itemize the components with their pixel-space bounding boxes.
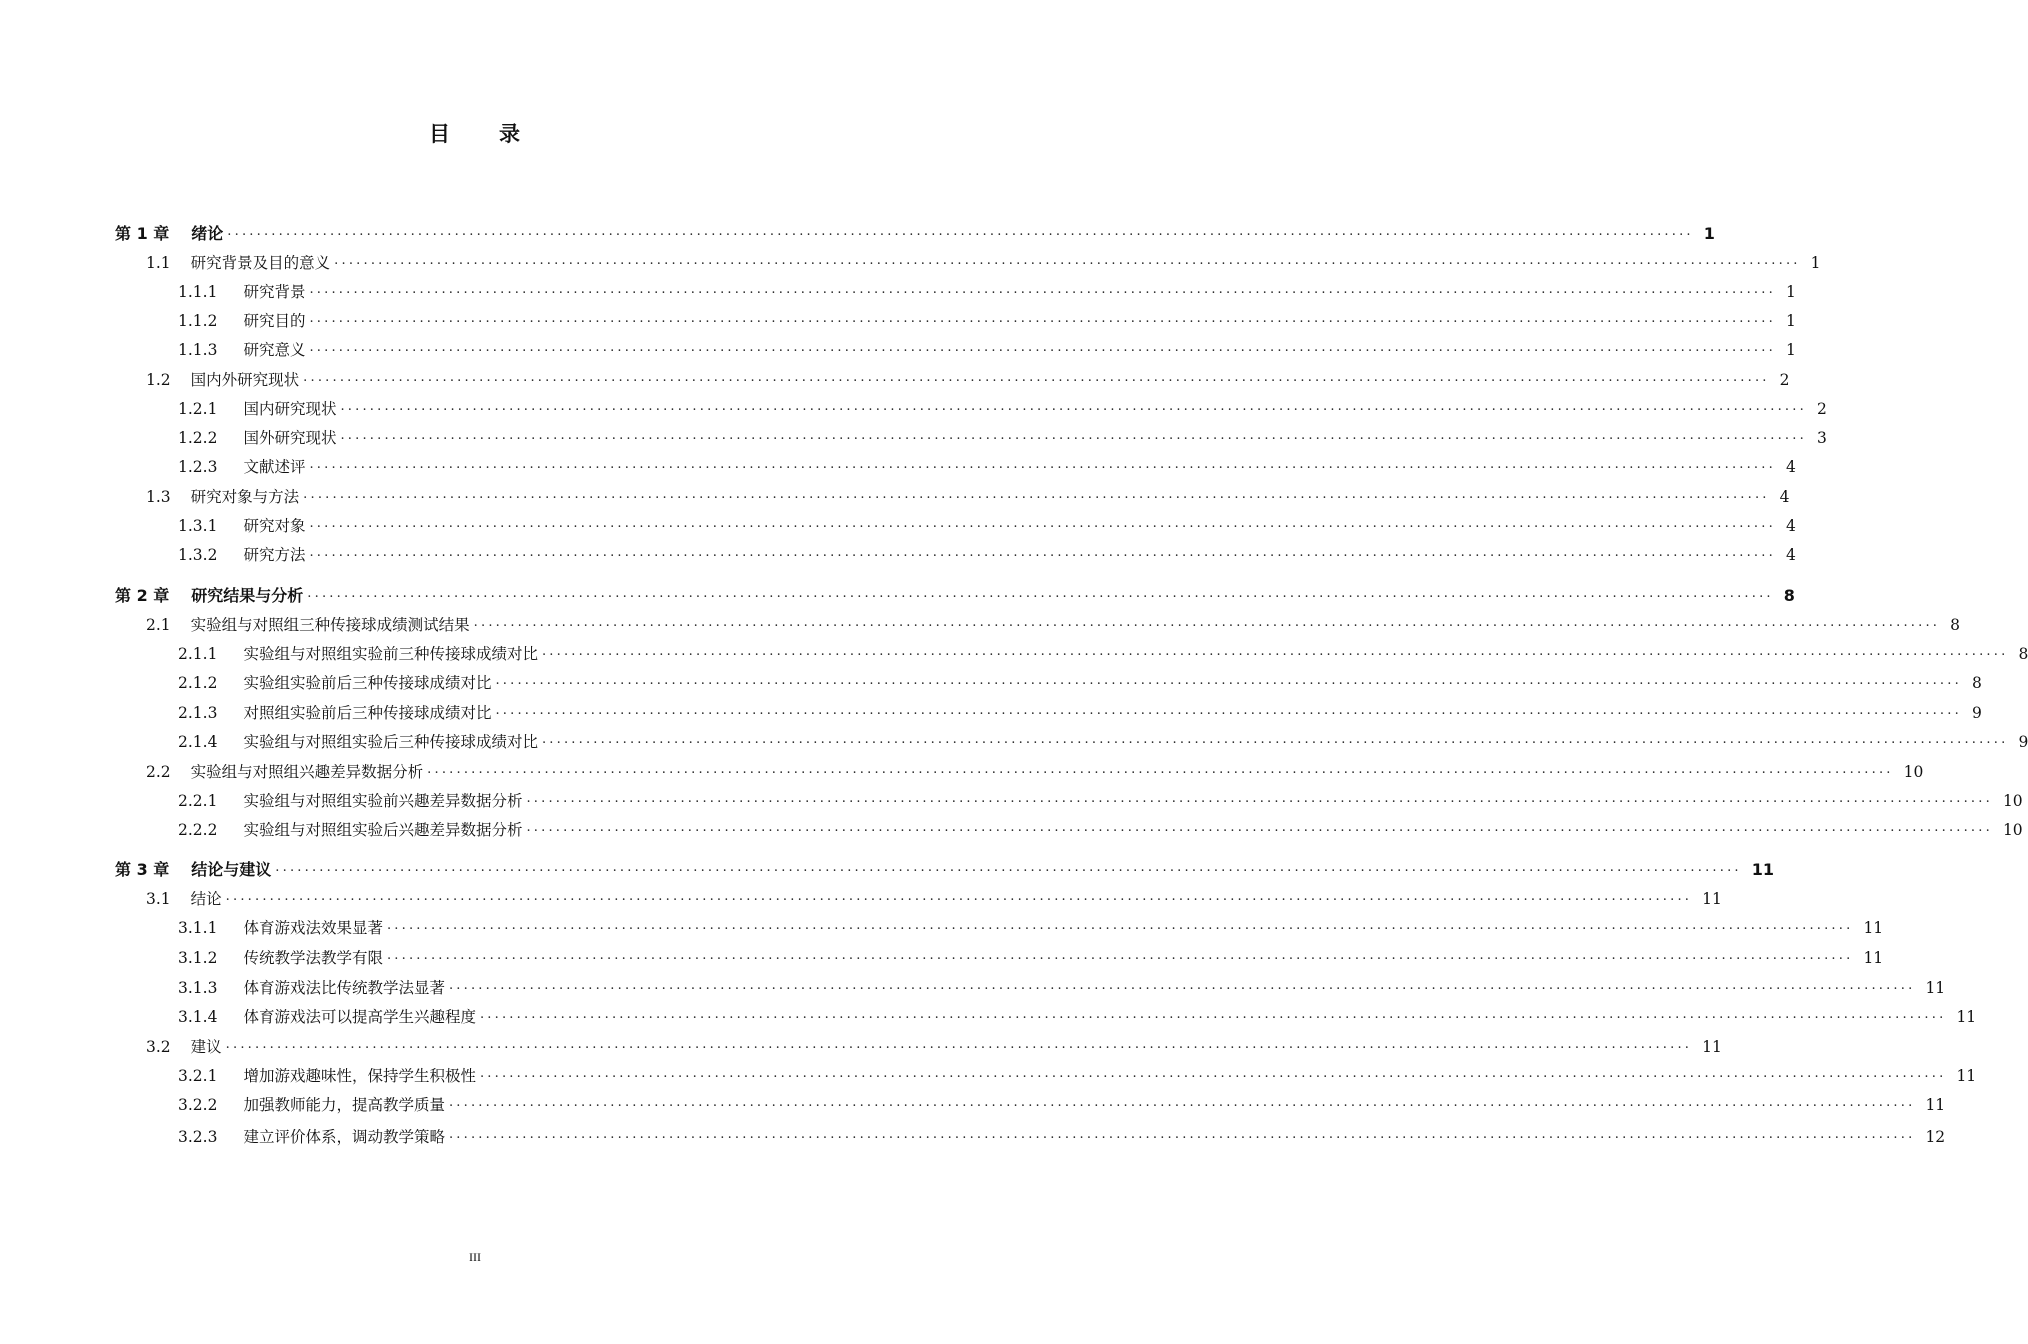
toc-section-row[interactable] <box>0 1033 1722 1057</box>
toc-entry-label: 实验组与对照组三种传接球成绩测试结果 <box>190 616 470 634</box>
toc-chapter-row[interactable] <box>0 856 1775 880</box>
toc-dot-leader: ........................................................................................................................................................................................................ <box>225 889 1693 904</box>
toc-subsection-row[interactable] <box>0 944 1884 968</box>
toc-entry-number: 第 3 章 <box>115 860 170 879</box>
toc-entry-label: 体育游戏法效果显著 <box>243 919 383 937</box>
toc-entry-label: 体育游戏法可以提高学生兴趣程度 <box>243 1008 476 1026</box>
toc-dot-leader: ........................................................................................................................................................................................................ <box>541 644 2009 659</box>
toc-dot-leader: ........................................................................................................................................................................................................ <box>386 918 1854 933</box>
toc-subsection-row[interactable] <box>0 512 1796 536</box>
toc-entry-label: 研究结果与分析 <box>191 586 304 605</box>
toc-dot-leader: ........................................................................................................................................................................................................ <box>309 516 1776 531</box>
toc-entry-page: 8 <box>1783 586 1795 605</box>
toc-entry-number: 2.1.2 <box>178 674 218 692</box>
toc-entry-number: 2.1.1 <box>178 645 218 663</box>
toc-subsection-row[interactable] <box>0 541 1796 565</box>
toc-entry-number: 1.1.3 <box>178 341 218 359</box>
toc-entry-number: 3.1.3 <box>178 979 218 997</box>
toc-dot-leader: ........................................................................................................................................................................................................ <box>334 253 1801 268</box>
toc-dot-leader: ........................................................................................................................................................................................................ <box>495 673 1962 688</box>
toc-entry-number: 1.3.2 <box>178 546 218 564</box>
toc-entry-page: 1 <box>1703 224 1715 243</box>
toc-dot-leader: ........................................................................................................................................................................................................ <box>275 860 1742 875</box>
toc-entry-page: 11 <box>1925 979 1946 997</box>
toc-dot-leader: ........................................................................................................................................................................................................ <box>227 224 1694 239</box>
toc-title-char-1: 目 <box>429 122 451 146</box>
toc-entry-number: 1.2.1 <box>178 400 218 418</box>
toc-chapter-row[interactable] <box>0 582 1795 606</box>
toc-entry-number: 第 1 章 <box>115 224 170 243</box>
toc-entry-page: 3 <box>1816 429 1827 447</box>
toc-entry-number: 2.1 <box>146 616 171 634</box>
toc-section-row[interactable] <box>0 366 1790 390</box>
toc-entry-label: 实验组与对照组兴趣差异数据分析 <box>190 763 424 781</box>
toc-entry-page: 11 <box>1863 949 1884 967</box>
toc-dot-leader: ........................................................................................................................................................................................................ <box>526 791 1993 806</box>
toc-entry-label: 研究对象与方法 <box>190 488 300 506</box>
toc-entry-label: 实验组与对照组实验前三种传接球成绩对比 <box>243 645 538 663</box>
toc-subsection-row[interactable] <box>0 395 1827 419</box>
toc-dot-leader: ........................................................................................................................................................................................................ <box>448 978 1916 993</box>
toc-entry-number: 1.1 <box>146 254 171 272</box>
toc-entry-label: 传统教学法教学有限 <box>243 949 383 967</box>
toc-dot-leader: ........................................................................................................................................................................................................ <box>340 399 1807 414</box>
toc-entry-number: 1.2.3 <box>178 458 218 476</box>
toc-entry-number: 1.1.2 <box>178 312 218 330</box>
toc-subsection-row[interactable] <box>0 699 1982 723</box>
toc-section-row[interactable] <box>0 249 1821 273</box>
toc-entry-number: 2.2.2 <box>178 821 218 839</box>
toc-entry-label: 体育游戏法比传统教学法显著 <box>243 979 445 997</box>
toc-entry-label: 研究意义 <box>243 341 306 359</box>
toc-entry-label: 增加游戏趣味性，保持学生积极性 <box>243 1067 476 1085</box>
toc-entry-number: 3.1.1 <box>178 919 218 937</box>
toc-entry-page: 9 <box>2018 733 2028 751</box>
toc-entry-page: 10 <box>2002 792 2023 810</box>
toc-entry-page: 11 <box>1925 1096 1946 1114</box>
toc-entry-label: 国内外研究现状 <box>190 371 300 389</box>
toc-entry-label: 实验组与对照组实验后三种传接球成绩对比 <box>243 733 538 751</box>
toc-dot-leader: ........................................................................................................................................................................................................ <box>386 948 1854 963</box>
toc-entry-number: 2.1.4 <box>178 733 218 751</box>
toc-subsection-row[interactable] <box>0 1003 1977 1027</box>
toc-subsection-row[interactable] <box>0 816 2023 840</box>
toc-entry-page: 11 <box>1956 1008 1977 1026</box>
toc-subsection-row[interactable] <box>0 728 2028 752</box>
toc-section-row[interactable] <box>0 483 1790 507</box>
toc-subsection-row[interactable] <box>0 1123 1946 1147</box>
toc-subsection-row[interactable] <box>0 1091 1946 1115</box>
toc-entry-number: 3.2.3 <box>178 1128 218 1146</box>
toc-dot-leader: ........................................................................................................................................................................................................ <box>309 282 1776 297</box>
toc-dot-leader: ........................................................................................................................................................................................................ <box>541 732 2009 747</box>
toc-entry-number: 3.2 <box>146 1038 171 1056</box>
toc-entry-page: 11 <box>1863 919 1884 937</box>
toc-dot-leader: ........................................................................................................................................................................................................ <box>307 586 1774 601</box>
toc-entry-page: 1 <box>1785 283 1796 301</box>
toc-dot-leader: ........................................................................................................................................................................................................ <box>526 820 1993 835</box>
toc-subsection-row[interactable] <box>0 787 2023 811</box>
page-number-footer: III <box>469 1250 481 1264</box>
toc-dot-leader: ........................................................................................................................................................................................................ <box>479 1066 1947 1081</box>
toc-entry-page: 11 <box>1702 1038 1722 1056</box>
toc-entry-page: 8 <box>1971 674 1982 692</box>
toc-entry-label: 研究背景 <box>243 283 306 301</box>
toc-entry-label: 研究方法 <box>243 546 306 564</box>
toc-entry-page: 4 <box>1785 517 1796 535</box>
toc-entry-page: 1 <box>1810 254 1821 272</box>
toc-section-row[interactable] <box>0 611 1961 635</box>
toc-subsection-row[interactable] <box>0 914 1884 938</box>
toc-entry-number: 1.3 <box>146 488 171 506</box>
toc-entry-label: 建议 <box>190 1038 222 1056</box>
toc-entry-number: 1.2 <box>146 371 171 389</box>
toc-entry-number: 2.2 <box>146 763 171 781</box>
toc-dot-leader: ........................................................................................................................................................................................................ <box>473 615 1941 630</box>
toc-dot-leader: ........................................................................................................................................................................................................ <box>479 1007 1947 1022</box>
toc-entry-page: 8 <box>2018 645 2028 663</box>
toc-entry-number: 3.1 <box>146 890 171 908</box>
toc-entry-page: 10 <box>2002 821 2023 839</box>
toc-entry-page: 12 <box>1925 1128 1946 1146</box>
toc-entry-label: 结论与建议 <box>191 860 272 879</box>
toc-entry-number: 3.2.1 <box>178 1067 218 1085</box>
toc-chapter-row[interactable] <box>0 220 1715 244</box>
toc-subsection-row[interactable] <box>0 669 1982 693</box>
toc-entry-page: 1 <box>1785 312 1796 330</box>
toc-entry-page: 10 <box>1903 763 1924 781</box>
toc-entry-page: 4 <box>1785 546 1796 564</box>
toc-entry-page: 2 <box>1779 371 1790 389</box>
toc-dot-leader: ........................................................................................................................................................................................................ <box>448 1095 1916 1110</box>
toc-entry-label: 实验组与对照组实验后兴趣差异数据分析 <box>243 821 523 839</box>
toc-entry-label: 建立评价体系，调动教学策略 <box>243 1128 445 1146</box>
toc-section-row[interactable] <box>0 758 1924 782</box>
toc-dot-leader: ........................................................................................................................................................................................................ <box>303 370 1770 385</box>
toc-dot-leader: ........................................................................................................................................................................................................ <box>309 311 1776 326</box>
toc-entry-page: 11 <box>1702 890 1722 908</box>
toc-subsection-row[interactable] <box>0 453 1796 477</box>
toc-section-row[interactable] <box>0 885 1722 909</box>
toc-entry-label: 研究对象 <box>243 517 306 535</box>
toc-title-char-2: 录 <box>499 122 521 146</box>
toc-dot-leader: ........................................................................................................................................................................................................ <box>309 545 1776 560</box>
toc-subsection-row[interactable] <box>0 307 1796 331</box>
toc-subsection-row[interactable] <box>0 336 1796 360</box>
toc-subsection-row[interactable] <box>0 974 1946 998</box>
toc-entry-number: 2.1.3 <box>178 704 218 722</box>
toc-entry-label: 国内研究现状 <box>243 400 337 418</box>
toc-subsection-row[interactable] <box>0 640 2028 664</box>
toc-entry-page: 2 <box>1816 400 1827 418</box>
toc-entry-label: 实验组实验前后三种传接球成绩对比 <box>243 674 492 692</box>
toc-entry-label: 结论 <box>190 890 222 908</box>
toc-dot-leader: ........................................................................................................................................................................................................ <box>303 487 1770 502</box>
toc-entry-number: 第 2 章 <box>115 586 170 605</box>
toc-dot-leader: ........................................................................................................................................................................................................ <box>309 340 1776 355</box>
toc-entry-label: 加强教师能力，提高教学质量 <box>243 1096 445 1114</box>
toc-subsection-row[interactable] <box>0 278 1796 302</box>
toc-dot-leader: ........................................................................................................................................................................................................ <box>225 1037 1693 1052</box>
toc-entry-label: 绪论 <box>191 224 224 243</box>
toc-entry-label: 实验组与对照组实验前兴趣差异数据分析 <box>243 792 523 810</box>
toc-entry-number: 2.2.1 <box>178 792 218 810</box>
toc-dot-leader: ........................................................................................................................................................................................................ <box>448 1127 1916 1142</box>
toc-entry-page: 9 <box>1971 704 1982 722</box>
toc-subsection-row[interactable] <box>0 1062 1977 1086</box>
toc-entry-page: 4 <box>1779 488 1790 506</box>
toc-subsection-row[interactable] <box>0 424 1827 448</box>
toc-dot-leader: ........................................................................................................................................................................................................ <box>309 457 1776 472</box>
toc-entry-number: 3.1.4 <box>178 1008 218 1026</box>
toc-dot-leader: ........................................................................................................................................................................................................ <box>495 703 1962 718</box>
toc-entry-label: 文献述评 <box>243 458 306 476</box>
toc-entry-number: 1.1.1 <box>178 283 218 301</box>
toc-entry-number: 3.2.2 <box>178 1096 218 1114</box>
toc-entry-number: 1.3.1 <box>178 517 218 535</box>
toc-entry-page: 8 <box>1950 616 1961 634</box>
toc-entry-page: 11 <box>1751 860 1775 879</box>
toc-entry-label: 研究背景及目的意义 <box>190 254 331 272</box>
toc-entry-page: 1 <box>1785 341 1796 359</box>
toc-dot-leader: ........................................................................................................................................................................................................ <box>340 428 1807 443</box>
toc-dot-leader: ........................................................................................................................................................................................................ <box>427 762 1894 777</box>
toc-entry-label: 研究目的 <box>243 312 306 330</box>
toc-entry-label: 国外研究现状 <box>243 429 337 447</box>
toc-entry-page: 4 <box>1785 458 1796 476</box>
toc-entry-label: 对照组实验前后三种传接球成绩对比 <box>243 704 492 722</box>
toc-title <box>0 118 950 148</box>
toc-entry-number: 3.1.2 <box>178 949 218 967</box>
toc-entry-page: 11 <box>1956 1067 1977 1085</box>
toc-entry-number: 1.2.2 <box>178 429 218 447</box>
